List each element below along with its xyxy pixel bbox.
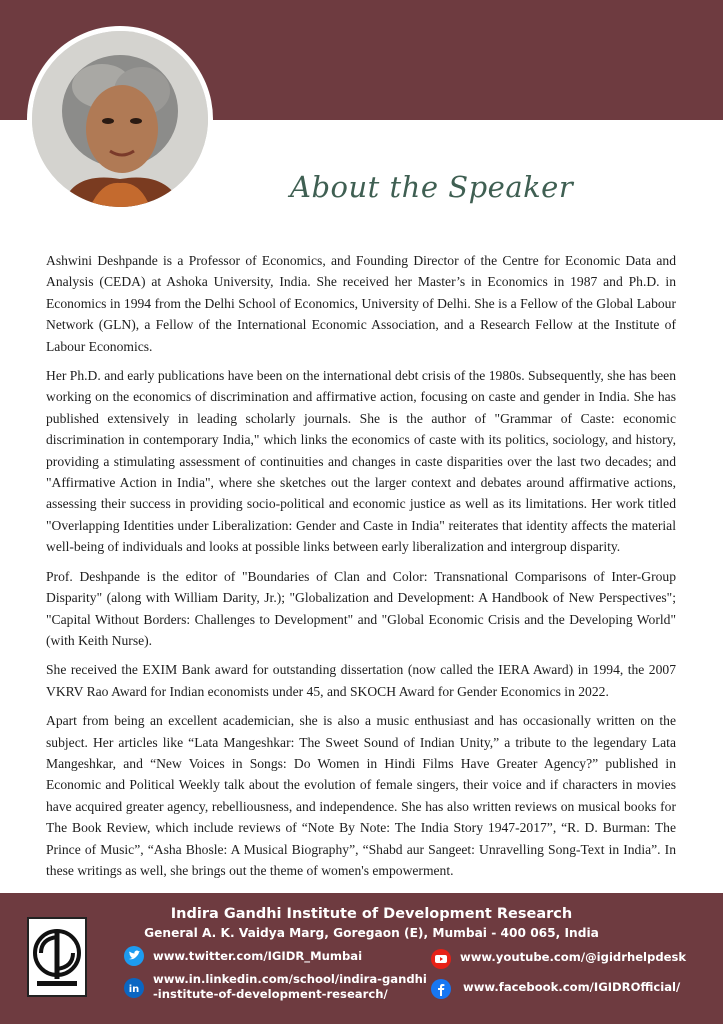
linkedin-link-line1[interactable]: www.in.linkedin.com/school/indira-gandhi — [153, 972, 427, 986]
youtube-link[interactable]: www.youtube.com/@igidrhelpdesk — [460, 950, 687, 964]
institute-name: Indira Gandhi Institute of Development Research — [170, 906, 573, 922]
facebook-link[interactable]: www.facebook.com/IGIDROfficial/ — [463, 980, 681, 994]
bio-paragraph: Prof. Deshpande is the editor of "Boundaries of Clan and Color: Transnational Comparisons of Inter-Group Disparity" (along with William Darity, Jr.); "Globalization and Development: A Handbook of New Perspectives"; "Capital Without Borders: Challenges to Development" and "Global Economic Crisis and the Developing World" (with Keith Nurse). — [46, 568, 676, 648]
institute-address: General A. K. Vaidya Marg, Goregaon (E), Mumbai - 400 065, India — [144, 926, 599, 940]
page-title: About the Speaker — [290, 170, 574, 204]
bio-paragraph: Her Ph.D. and early publications have been on the international debt crisis of the 1980s. Subsequently, she has been working on the economics of discrimination and affirmative action, focusing on caste and gender in India. She has published extensively in leading scholarly journals. She is the author of "Grammar of Caste: economic discrimination in contemporary India," which links the economics of caste with its politics, sociology, and history, providing a stimulating assessment of continuities and changes in caste disparities over the last two decades; and "Affirmative Action in India", where she sketches out the larger context and debates around affirmative actions, assessing their success in providing socio-political and economic justice as well as its limitations. Her work titled "Overlapping Identities under Liberalization: Gender and Caste in India" reiterates that identity affects the material well-being of individuals and looks at possible links between early liberalization and intergroup disparity. — [46, 368, 676, 555]
facebook-icon[interactable] — [431, 979, 451, 999]
speaker-photo — [32, 31, 208, 207]
twitter-icon[interactable] — [124, 946, 144, 966]
bio-paragraph: Ashwini Deshpande is a Professor of Economics, and Founding Director of the Centre for Economic Data and Analysis (CEDA) at Ashoka University, India. She received her Master’s in Economics in 1987 and Ph.D. in Economics in 1994 from the Delhi School of Economics, University of Delhi. She is a Fellow of the Global Labour Network (GLN), a Fellow of the International Economic Association, and a Research Fellow at the Institute of Labour Economics. — [46, 253, 676, 354]
svg-text:in: in — [128, 984, 140, 995]
linkedin-icon[interactable] — [124, 978, 144, 998]
twitter-link[interactable]: www.twitter.com/IGIDR_Mumbai — [153, 949, 363, 963]
speaker-bio — [46, 250, 676, 889]
igidr-logo-icon — [27, 917, 87, 997]
bio-paragraph: She received the EXIM Bank award for outstanding dissertation (now called the IERA Award) in 1994, the 2007 VKRV Rao Award for Indian economists under 45, and SKOCH Award for Gender Economics in 2022. — [46, 662, 676, 699]
youtube-icon[interactable] — [431, 949, 451, 969]
bio-paragraph: Apart from being an excellent academician, she is also a music enthusiast and has occasionally written on the subject. Her articles like “Lata Mangeshkar: The Sweet Sound of Indian Unity,” a tribute to the legendary Lata Mangeshkar, and “New Voices in Songs: Do Women in Hindi Films Have Greater Agency?” published in Economic and Political Weekly talk about the evolution of female singers, their voice and if characters in movies have acquired greater agency, rebelliousness, and independence. She has also written reviews on musical books for The Book Review, which include reviews of “Note By Note: The India Story 1947-2017”, “R. D. Burman: The Prince of Music”, “Asha Bhosle: A Musical Biography”, “Shabd aur Sangeet: Unravelling Song-Text in India”. In these writings as well, she brings out the theme of women's empowerment. — [46, 713, 676, 878]
linkedin-link-line2[interactable]: -institute-of-development-research/ — [153, 987, 388, 1001]
